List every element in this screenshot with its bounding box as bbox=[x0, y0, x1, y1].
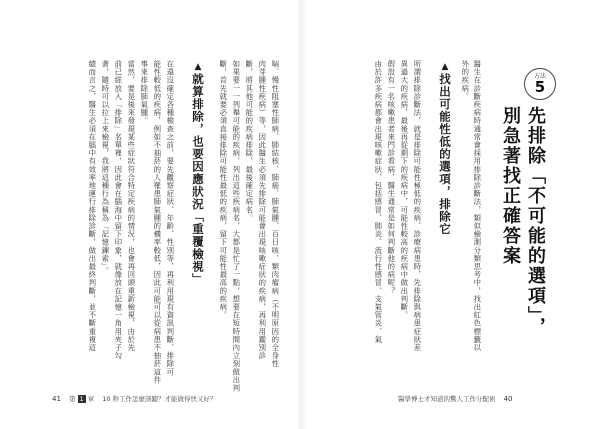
intro-text-column-2: 外的疾病。 bbox=[460, 60, 470, 101]
body-column-l8: 在還沒確定各種檢查之前，要先觀察症狀、年齡、性別等，再利用現有資訊判斷、排除可 bbox=[165, 60, 175, 376]
page-number-right: 40 bbox=[503, 395, 513, 403]
body-column-r1: 所謂排除診斷法，就是排除可能性極低的疾病、診療病患時，先排除與病患症狀差 bbox=[412, 60, 422, 352]
body-column-l12: 前已經放入「排除」名單裡，因此會在腦海中留下印象，就像放在記憶一角用夾子勾 bbox=[113, 60, 123, 360]
method-label: 方法 bbox=[533, 73, 546, 80]
body-column-l3: 斷，將其他可能的疾病排除，最後確定病名。 bbox=[244, 60, 254, 222]
body-column-l14: 總而言之，醫生必須在腦中有效率地運行排除診斷，做出最終判斷，並不斷重複這 bbox=[87, 60, 97, 352]
section-heading-right: ▲找出可能性低的選項，排除它 bbox=[438, 62, 452, 236]
chapter-number: 1 bbox=[79, 395, 84, 403]
triangle-bullet-icon: ▲ bbox=[440, 62, 450, 73]
chapter-section-title-line1: 先排除「不可能的選項」， bbox=[525, 106, 546, 337]
body-column-l13: 著，隨時可以拉上來檢視，我將這種行為稱為「記憶鍊索」。 bbox=[100, 60, 110, 275]
chapter-label: 第 bbox=[69, 395, 76, 403]
running-title-right: 醫學博士才知道的驚人工作分配術 bbox=[398, 395, 496, 403]
chapter-section-title-line2: 別急著找正確答案 bbox=[500, 106, 521, 266]
right-footer bbox=[398, 394, 513, 403]
body-column-l5: 斷，首先就要必須直接排除可能性最低的疾病，留下可能性最高的疾病。 bbox=[218, 60, 228, 320]
body-column-l4: 如果要一一列舉可能的疾病，列出這些疾病名，大都是忙了一點，想要在短時間內立刻做出判 bbox=[231, 60, 241, 393]
body-column-l11: 當然，要是後來發現某些症狀符合特定疾病的情況，也會再回頭重新檢視，由於先 bbox=[126, 60, 136, 352]
body-column-l2: 肉芽腫性疾病）等，因此醫生必須先排除可能會出現咳嗽症狀的疾病，再利用鑑別診 bbox=[257, 60, 267, 360]
method-badge bbox=[524, 68, 556, 100]
body-column-l10: 事來排除肺氣腫。 bbox=[139, 60, 149, 125]
page-gutter bbox=[296, 0, 306, 429]
page-number-left: 41 bbox=[52, 395, 61, 403]
triangle-bullet-icon: ▲ bbox=[193, 62, 203, 73]
body-column-r3: 假設有一名咳嗽患者來門診看病，醫生通常是如何判斷他的病呢？ bbox=[386, 60, 396, 295]
running-title-left: 10 秒工作怎麼該聽？才能做得快又好？ bbox=[102, 395, 217, 403]
body-column-l1: 喘、慢性阻塞性肺病、肺結核、肺癌、肺氣腫、百日咳、類肉瘤病（不明原因的全身性 bbox=[270, 60, 280, 368]
body-column-r2: 異過大的疾病，最後再從剩下的疾病中，可能性較高的疾病中做出判斷。 bbox=[399, 60, 409, 320]
chapter-suffix: 章 bbox=[87, 395, 95, 403]
section-heading-left: ▲就算排除，也要因應狀況「重覆檢視」 bbox=[191, 62, 205, 286]
method-number: 5 bbox=[534, 78, 546, 96]
intro-text-column-1: 醫生在診斷疾病時通常會採用排除診斷法，類似檢測分類思考中，找出紅色標籤以 bbox=[472, 60, 482, 352]
body-column-l9: 能性較低的疾病，例如不抽菸的人罹患肺氣腫的機率較低，因此可能可以從病患不抽菸這件 bbox=[152, 60, 162, 384]
body-column-r4: 由於許多疾病都會出現咳嗽症狀，包括感冒、肺炎、流行性感冒、支氣管炎、氣 bbox=[373, 60, 383, 344]
left-footer bbox=[52, 394, 217, 403]
